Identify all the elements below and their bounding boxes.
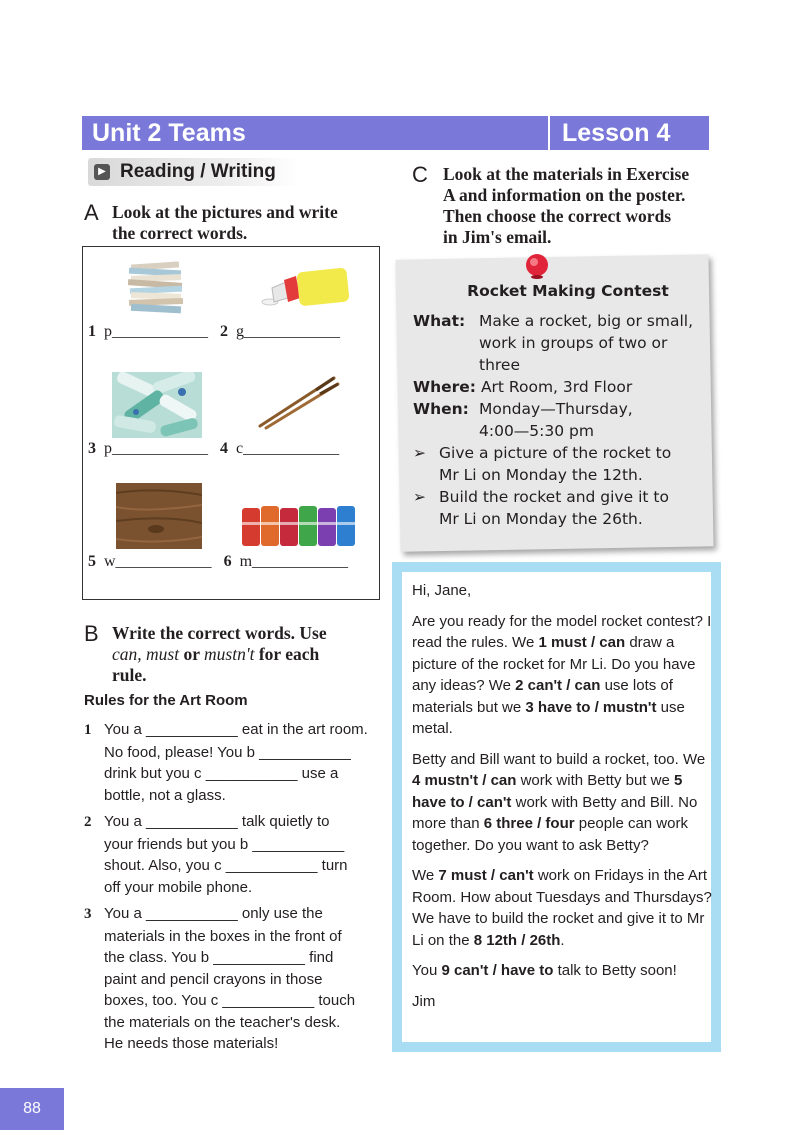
item-number: 6	[223, 553, 232, 570]
poster-text	[413, 280, 713, 530]
rule-text: boxes, too. You c ___________ touch	[104, 992, 356, 1009]
paper-stack-image	[125, 255, 185, 317]
page-number: 88	[0, 1088, 64, 1130]
section-a-instruction	[112, 202, 382, 244]
unit-title: Unit 2 Teams	[82, 116, 548, 150]
arrow-bullet-icon: ➢	[413, 488, 426, 506]
item-blank[interactable]: c____________	[236, 440, 340, 457]
item-blank[interactable]: m____________	[239, 553, 349, 570]
rule-text: off your mobile phone.	[104, 878, 253, 896]
email-paragraph-3: We 7 must / can't work on Fridays in the Art Room. How about Tuesdays and Thursdays? We have to build the rocket and give it to Mr Li on the 8 12th / 26th.	[412, 867, 712, 949]
instruction-line: Look at the pictures and write	[112, 202, 338, 222]
chopsticks-image	[256, 374, 340, 430]
rule-text: bottle, not a glass.	[104, 786, 226, 804]
poster-line: 4:00—5:30 pm	[479, 422, 594, 440]
rule-line	[84, 719, 394, 742]
item-blank[interactable]: w____________	[104, 553, 212, 570]
item-blank[interactable]: p____________	[104, 323, 208, 340]
rule-text: your friends but you b ___________	[104, 835, 345, 853]
instruction-line: in Jim's email.	[443, 227, 552, 247]
item-row-5-6	[88, 553, 348, 571]
item-number: 1	[88, 323, 96, 340]
section-c-instruction	[443, 164, 733, 248]
item-blank[interactable]: g____________	[236, 323, 340, 340]
poster-line: Art Room, 3rd Floor	[480, 378, 633, 396]
answer-choice[interactable]: 6 three / four	[483, 815, 575, 832]
email-paragraph-4: You 9 can't / have to talk to Betty soon!	[412, 962, 677, 979]
item-blank[interactable]: p____________	[104, 440, 208, 457]
instruction-line	[112, 644, 392, 665]
play-icon: ▶	[94, 164, 110, 180]
answer-choice[interactable]: 1 must / can	[538, 634, 626, 651]
poster-line: Build the rocket and give it to	[439, 488, 669, 506]
poster-line: Make a rocket, big or small,	[479, 312, 694, 330]
item-row-1-2	[88, 323, 340, 341]
skill-tag	[88, 158, 298, 186]
instruction-line: A and information on the poster.	[443, 185, 686, 205]
instruction-line: Then choose the correct words	[443, 206, 672, 226]
rule-text: drink but you c ___________ use a	[104, 765, 339, 782]
email-paragraph-1: Are you ready for the model rocket contest? I read the rules. We 1 must / can draw a picture of the rocket for Mr Li. Do you have any ideas? We 2 can't / can use lots of materials but we 3 have to / mustn't use metal.	[412, 612, 712, 737]
email-text	[412, 580, 717, 1021]
poster-line: work in groups of two or	[479, 334, 668, 352]
answer-choice[interactable]: 2 can't / can	[515, 677, 601, 694]
poster-line: Monday—Thursday,	[479, 400, 633, 418]
instruction-word: or	[179, 644, 205, 664]
poster-line: Give a picture of the rocket to	[439, 444, 672, 462]
instruction-line: the correct words.	[112, 223, 248, 243]
rule-3	[84, 903, 394, 1055]
rule-2	[84, 811, 394, 898]
item-number: 3	[88, 440, 96, 457]
rule-text: You a ___________ talk quietly to	[104, 813, 330, 830]
instruction-line: Write the correct words. Use	[112, 623, 327, 643]
answer-choice[interactable]: 4 mustn't / can	[412, 772, 517, 789]
skill-label: Reading / Writing	[120, 161, 276, 182]
answer-choice[interactable]: 9 can't / have to	[441, 962, 554, 979]
plastic-bottles-image	[112, 372, 202, 438]
email-greeting: Hi, Jane,	[412, 582, 472, 599]
pushpin-icon	[522, 252, 552, 282]
poster-bullet	[413, 442, 713, 486]
answer-choice[interactable]: 7 must / can't	[438, 867, 534, 884]
email-paragraph-2: Betty and Bill want to build a rocket, too. We 4 mustn't / can work with Betty but we 5 have to / can't work with Betty and Bill. No more than 6 three / four people can work together. Do you want to ask Betty?	[412, 750, 706, 854]
item-row-3-4	[88, 440, 339, 458]
instruction-word: mustn't	[204, 644, 255, 664]
item-number: 4	[220, 440, 228, 457]
arrow-bullet-icon: ➢	[413, 444, 426, 462]
item-number: 5	[88, 553, 96, 570]
section-a-letter: A	[84, 200, 99, 225]
poster-line: Mr Li on Monday the 12th.	[439, 466, 643, 484]
poster-bullet	[413, 486, 713, 530]
rule-number: 3	[84, 906, 92, 922]
poster-label: When:	[413, 400, 469, 418]
poster-title: Rocket Making Contest	[467, 282, 669, 300]
rule-line	[84, 903, 394, 926]
poster-when	[413, 398, 713, 442]
rule-text: He needs those materials!	[104, 1035, 279, 1052]
wood-image	[116, 483, 202, 549]
answer-choice[interactable]: 5 have to / can't	[412, 772, 683, 811]
lesson-title: Lesson 4	[550, 116, 709, 150]
answer-choice[interactable]: 3 have to / mustn't	[525, 698, 657, 716]
rules-title: Rules for the Art Room	[84, 692, 248, 709]
unit-header	[82, 116, 709, 150]
rule-line	[84, 811, 394, 834]
rule-text: the materials on the teacher's desk.	[104, 1013, 341, 1031]
rule-text: You a ___________ eat in the art room.	[104, 721, 368, 738]
glue-bottle-image	[256, 268, 352, 314]
poster-label: What:	[413, 312, 466, 330]
poster-label: Where:	[413, 378, 476, 396]
poster-line: Mr Li on Monday the 26th.	[439, 510, 643, 528]
section-c-letter: C	[412, 162, 428, 187]
section-b-letter: B	[84, 621, 99, 646]
rule-text: You a ___________ only use the	[104, 905, 323, 922]
rule-text: shout. Also, you c ___________ turn	[104, 857, 348, 874]
rule-1	[84, 719, 394, 806]
instruction-line: rule.	[112, 665, 147, 685]
instruction-word: for each	[254, 644, 320, 664]
rule-text: materials in the boxes in the front of	[104, 927, 342, 945]
email-signature: Jim	[412, 992, 436, 1010]
rule-number: 1	[84, 722, 92, 738]
rule-text: No food, please! You b ___________	[104, 743, 351, 761]
instruction-line: Look at the materials in Exercise	[443, 164, 690, 184]
section-b-instruction	[112, 623, 392, 686]
rule-text: the class. You b ___________ find	[104, 949, 334, 966]
poster-where	[413, 376, 713, 398]
poster-what	[413, 310, 713, 376]
instruction-word: can, must	[112, 644, 180, 664]
poster-line: three	[479, 356, 521, 374]
metal-cans-image	[240, 504, 362, 548]
answer-choice[interactable]: 8 12th / 26th	[473, 931, 561, 949]
rule-number: 2	[84, 814, 92, 830]
item-number: 2	[220, 323, 228, 340]
rule-text: paint and pencil crayons in those	[104, 970, 323, 988]
